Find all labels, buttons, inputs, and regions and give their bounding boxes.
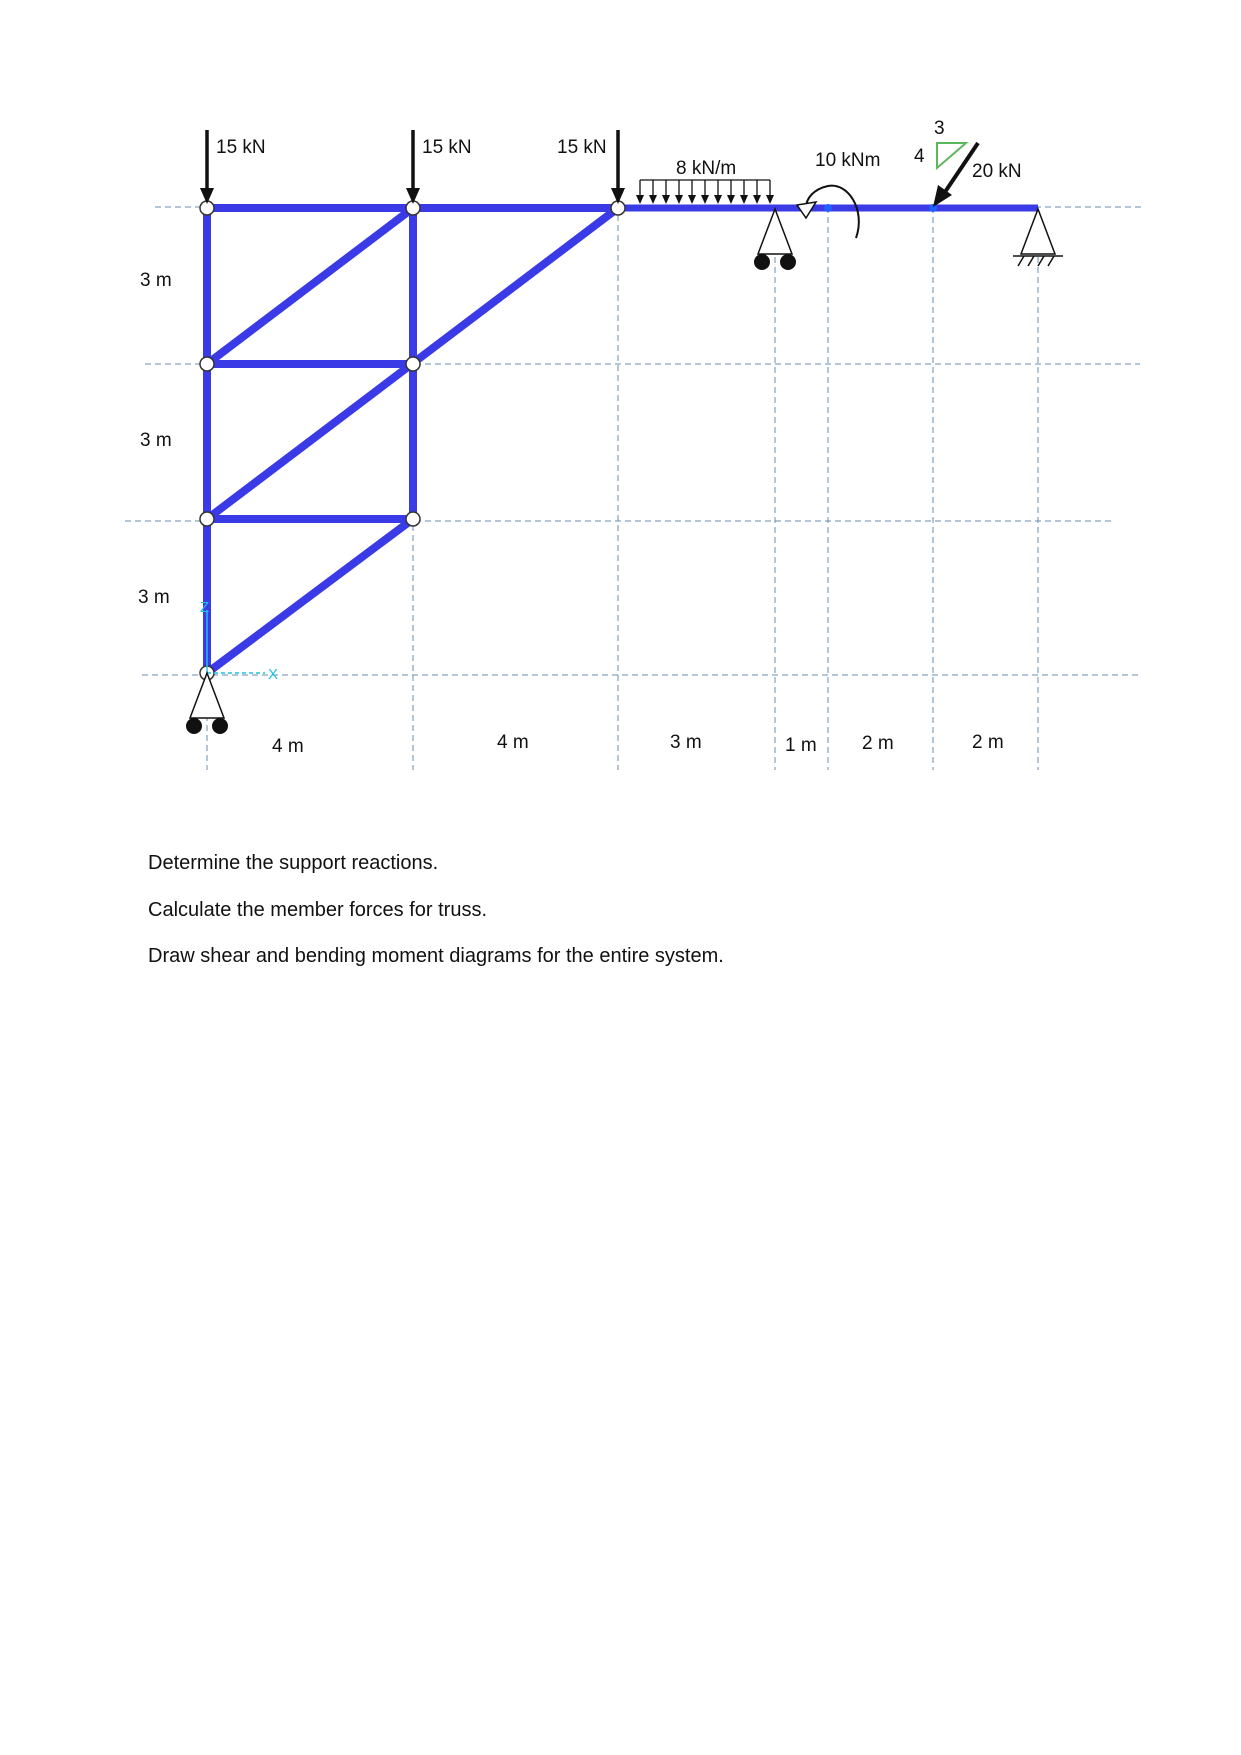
- moment-label: 10 kNm: [815, 150, 881, 171]
- distributed-load-label: 8 kN/m: [676, 158, 737, 179]
- point-load-label-right: 15 kN: [557, 137, 607, 158]
- question-2: Calculate the member forces for truss.: [148, 899, 488, 921]
- width-label-2: 4 m: [497, 732, 529, 753]
- joint: [200, 357, 214, 371]
- point-load-label-left: 15 kN: [216, 137, 266, 158]
- axis-x-label: X: [268, 666, 279, 683]
- slope-run-label: 4: [914, 146, 925, 167]
- width-label-4: 1 m: [785, 735, 817, 756]
- grid-lines: [125, 205, 1145, 770]
- joint: [406, 357, 420, 371]
- joint: [200, 512, 214, 526]
- question-1: Determine the support reactions.: [148, 852, 439, 874]
- diagonal-1: [207, 208, 413, 364]
- diagonal-3: [207, 519, 413, 673]
- height-label-middle: 3 m: [140, 430, 172, 451]
- beam-node: [824, 204, 832, 212]
- inclined-load-label: 20 kN: [972, 161, 1022, 182]
- question-3: Draw shear and bending moment diagrams for the entire system.: [148, 945, 724, 967]
- width-label-1: 4 m: [272, 736, 304, 757]
- width-label-6: 2 m: [972, 732, 1004, 753]
- joint: [406, 512, 420, 526]
- truss-members: [207, 208, 618, 673]
- slope-rise-label: 3: [934, 118, 945, 139]
- width-label-5: 2 m: [862, 733, 894, 754]
- point-load-label-mid: 15 kN: [422, 137, 472, 158]
- roller-support-left: [186, 673, 228, 734]
- height-label-bottom: 3 m: [138, 587, 170, 608]
- height-label-top: 3 m: [140, 270, 172, 291]
- width-label-3: 3 m: [670, 732, 702, 753]
- axis-z-label: Z: [200, 599, 210, 616]
- distributed-load: [636, 180, 774, 204]
